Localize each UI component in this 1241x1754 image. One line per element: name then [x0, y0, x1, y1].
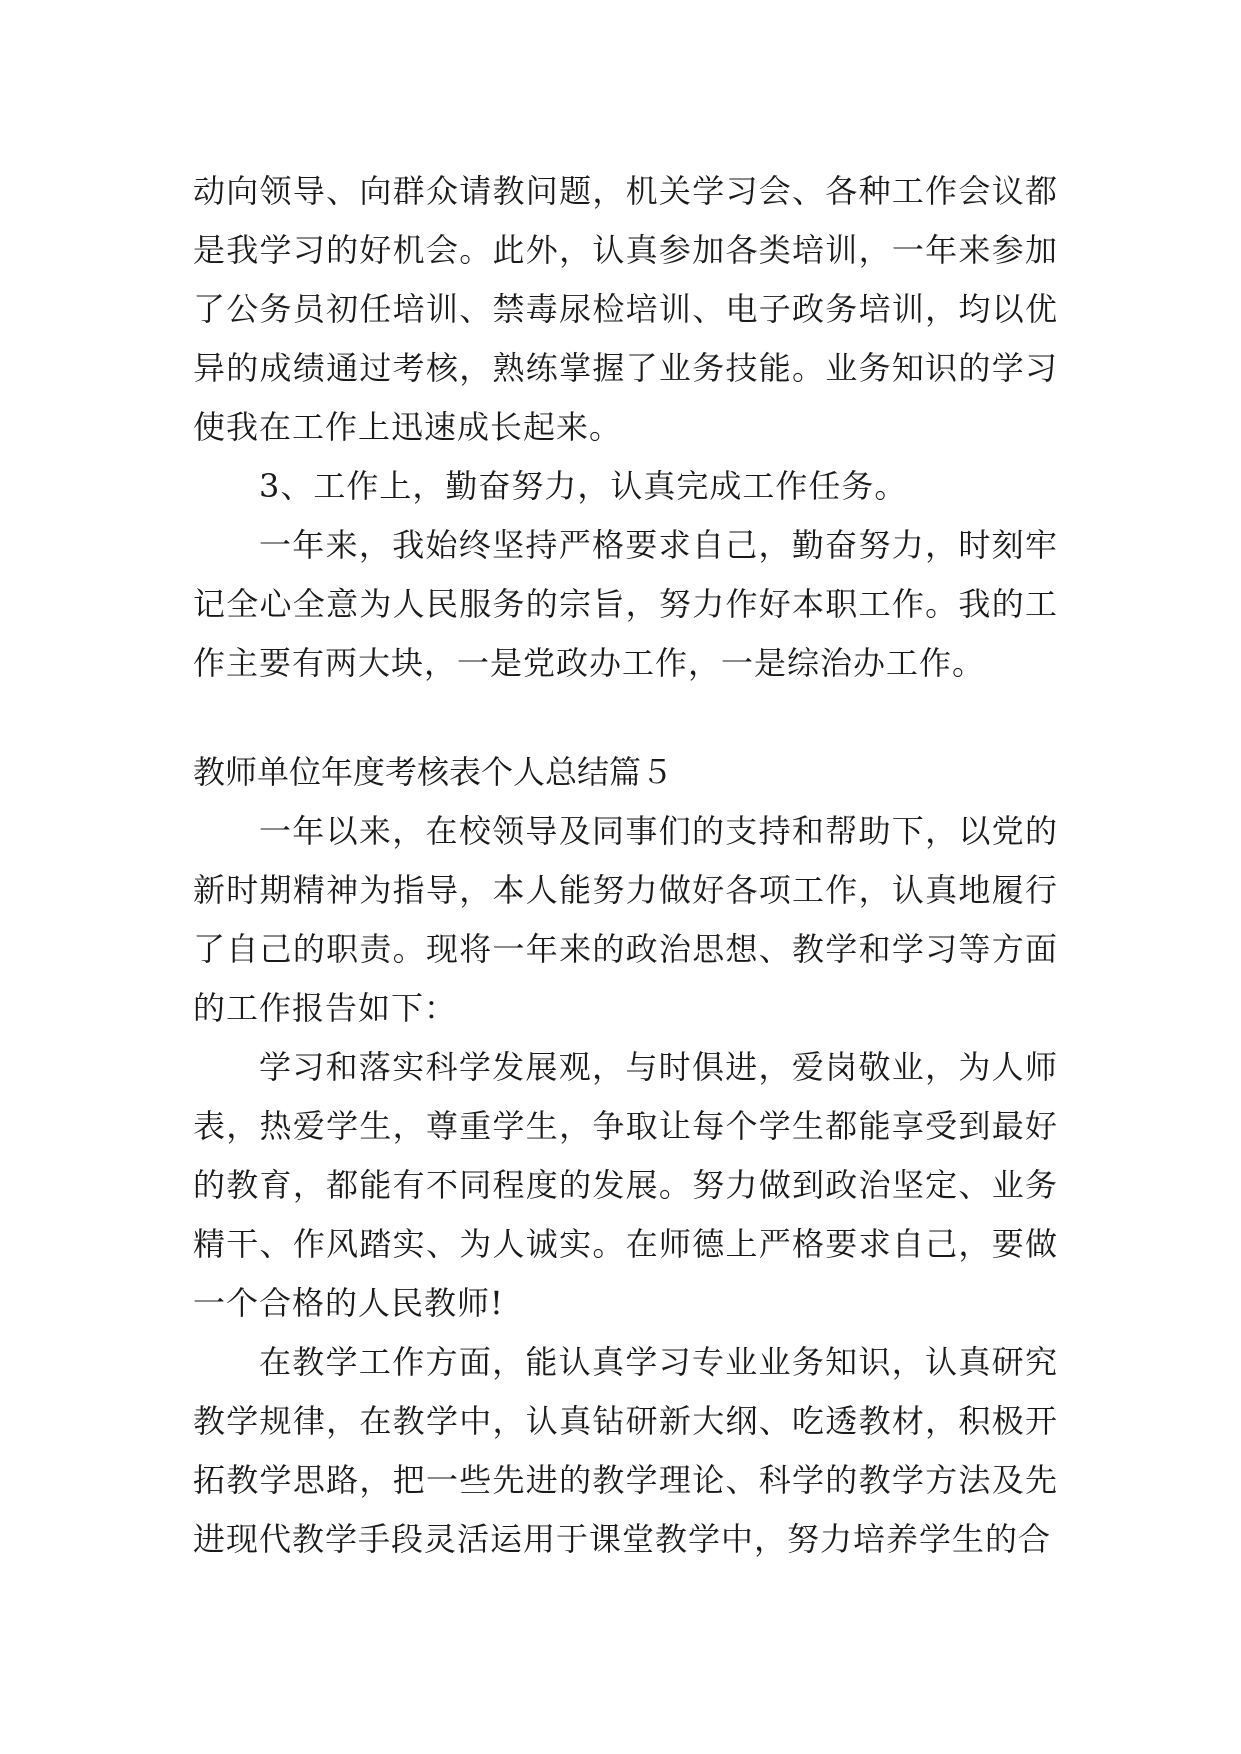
paragraph-ethics: 学习和落实科学发展观，与时俱进，爱岗敬业，为人师表，热爱学生，尊重学生，争取让每个学生都能享受到最好的教育，都能有不同程度的发展。努力做到政治坚定、业务精干、作风踏实、为人诚实。在师德上严格要求自己，要做一个合格的人民教师! [193, 1048, 1058, 1322]
paragraph-continuation: 动向领导、向群众请教问题，机关学习会、各种工作会议都是我学习的好机会。此外，认真参加各类培训，一年来参加了公务员初任培训、禁毒尿检培训、电子政务培训，均以优异的成绩通过考核，熟练掌握了业务技能。业务知识的学习使我在工作上迅速成长起来。 [193, 172, 1058, 446]
paragraph-intro: 一年以来，在校领导及同事们的支持和帮助下，以党的新时期精神为指导，本人能努力做好各项工作，认真地履行了自己的职责。现将一年来的政治思想、教学和学习等方面的工作报告如下： [193, 812, 1058, 1027]
paragraph-teaching: 在教学工作方面，能认真学习专业业务知识，认真研究教学规律，在教学中，认真钻研新大纲、吃透教材，积极开拓教学思路，把一些先进的教学理论、科学的教学方法及先进现代教学手段灵活运用于课堂教学中，努力培养学生的合 [193, 1343, 1058, 1558]
section-heading: 教师单位年度考核表个人总结篇５ [193, 753, 674, 791]
section-gap [193, 693, 1058, 743]
paragraph-work-summary: 一年来，我始终坚持严格要求自己，勤奋努力，时刻牢记全心全意为人民服务的宗旨，努力作好本职工作。我的工作主要有两大块，一是党政办工作，一是综治办工作。 [193, 526, 1058, 682]
document-body [193, 162, 1058, 1569]
paragraph-section-3-title: 3、工作上，勤奋努力，认真完成工作任务。 [259, 467, 908, 505]
